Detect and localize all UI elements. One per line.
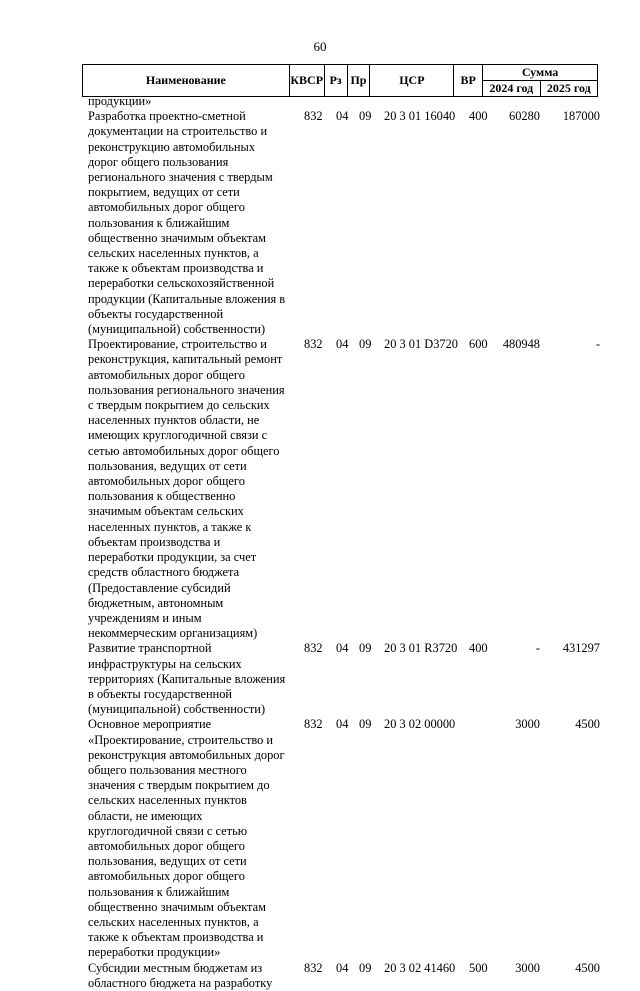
row-vr: 600 [469, 337, 488, 352]
row-csr: 20 3 01 16040 [384, 109, 456, 124]
row-pr: 09 [359, 641, 372, 656]
row-sum-2025: 4500 [575, 717, 600, 732]
row-pr: 09 [359, 337, 372, 352]
row-description: Проектирование, строительство и реконструкция, капитальный ремонт автомобильных дорог общего пользования регионального значения с твердым покрытием до сельских населенных пунктов области, не имеющих круглогодичной связи с сетью автомобильных дорог общего пользования, ведущих от сети автомобильных дорог общего пользования к общественно значимым объектам сельских населенных пунктов, а также к объектам производства и переработки продукции, за счет средств областного бюджета (Предоставление субсидий бюджетным, автономным учреждениям и иным некоммерческим организациям) [88, 337, 285, 641]
row-sum-2024: 3000 [515, 717, 540, 732]
header-kvsr: КВСР [289, 65, 324, 97]
header-vr: ВР [454, 65, 483, 97]
table-row [88, 337, 600, 641]
row-pr: 09 [359, 717, 372, 732]
row-sum-2025: 4500 [575, 960, 600, 975]
row-kvsr: 832 [304, 337, 323, 352]
row-csr: 20 3 01 R3720 [384, 641, 458, 656]
row-kvsr: 832 [304, 717, 323, 732]
row-pr: 09 [359, 960, 372, 975]
header-year-2025: 2025 год [540, 81, 597, 97]
row-csr: 20 3 01 D3720 [384, 337, 458, 352]
header-year-2024: 2024 год [483, 81, 540, 97]
table-row [88, 717, 600, 960]
header-csr: ЦСР [370, 65, 454, 97]
row-rz: 04 [336, 109, 349, 124]
row-csr: 20 3 02 00000 [384, 717, 456, 732]
header-pr: Пр [347, 65, 370, 97]
row-vr: 400 [469, 641, 488, 656]
row-kvsr: 832 [304, 109, 323, 124]
row-rz: 04 [336, 337, 349, 352]
row-pr: 09 [359, 109, 372, 124]
row-sum-2024: - [535, 641, 540, 656]
row-sum-2024: 60280 [509, 109, 540, 124]
row-csr: 20 3 02 41460 [384, 960, 456, 975]
header-sum: Сумма [483, 65, 598, 81]
row-kvsr: 832 [304, 641, 323, 656]
row-description: продукции» [88, 94, 152, 108]
table-row [88, 961, 600, 991]
row-rz: 04 [336, 960, 349, 975]
table-body [88, 94, 600, 991]
row-vr: 400 [469, 109, 488, 124]
table-row [88, 641, 600, 717]
header-rz: Рз [324, 65, 347, 97]
table-row [88, 109, 600, 337]
row-sum-2025: 187000 [562, 109, 600, 124]
row-description: Основное мероприятие «Проектирование, строительство и реконструкция автомобильных дорог общего пользования местного значения с твердым покрытием до сельских населенных пунктов области, не имеющих круглогодичной связи с сетью автомобильных дорог общего пользования, ведущих от сети автомобильных дорог общего пользования к ближайшим общественно значимым объектам сельских населенных пунктов, а также к объектам производства и переработки продукции» [88, 717, 285, 960]
row-sum-2025: 431297 [562, 641, 600, 656]
row-vr: 500 [469, 960, 488, 975]
table-header [82, 64, 598, 97]
row-description: Развитие транспортной инфраструктуры на сельских территориях (Капитальные вложения в объекты государственной (муниципальной) собственности) [88, 641, 286, 717]
row-sum-2024: 3000 [515, 960, 540, 975]
row-sum-2025: - [595, 337, 600, 352]
page-number: 60 [313, 39, 327, 54]
row-description: Субсидии местным бюджетам из областного бюджета на разработку [88, 960, 273, 990]
table-row [88, 94, 600, 109]
row-rz: 04 [336, 717, 349, 732]
row-description: Разработка проектно-сметной документации на строительство и реконструкцию автомобильных дорог общего пользования регионального значения с твердым покрытием, ведущих от сети автомобильных дорог общего пользования к ближайшим общественно значимым объектам сельских населенных пунктов, а также к объектам производства и переработки сельскохозяйственной продукции (Капитальные вложения в объекты государственной (муниципальной) собственности) [88, 109, 286, 337]
row-kvsr: 832 [304, 960, 323, 975]
row-rz: 04 [336, 641, 349, 656]
header-name: Наименование [83, 65, 290, 97]
row-sum-2024: 480948 [502, 337, 540, 352]
